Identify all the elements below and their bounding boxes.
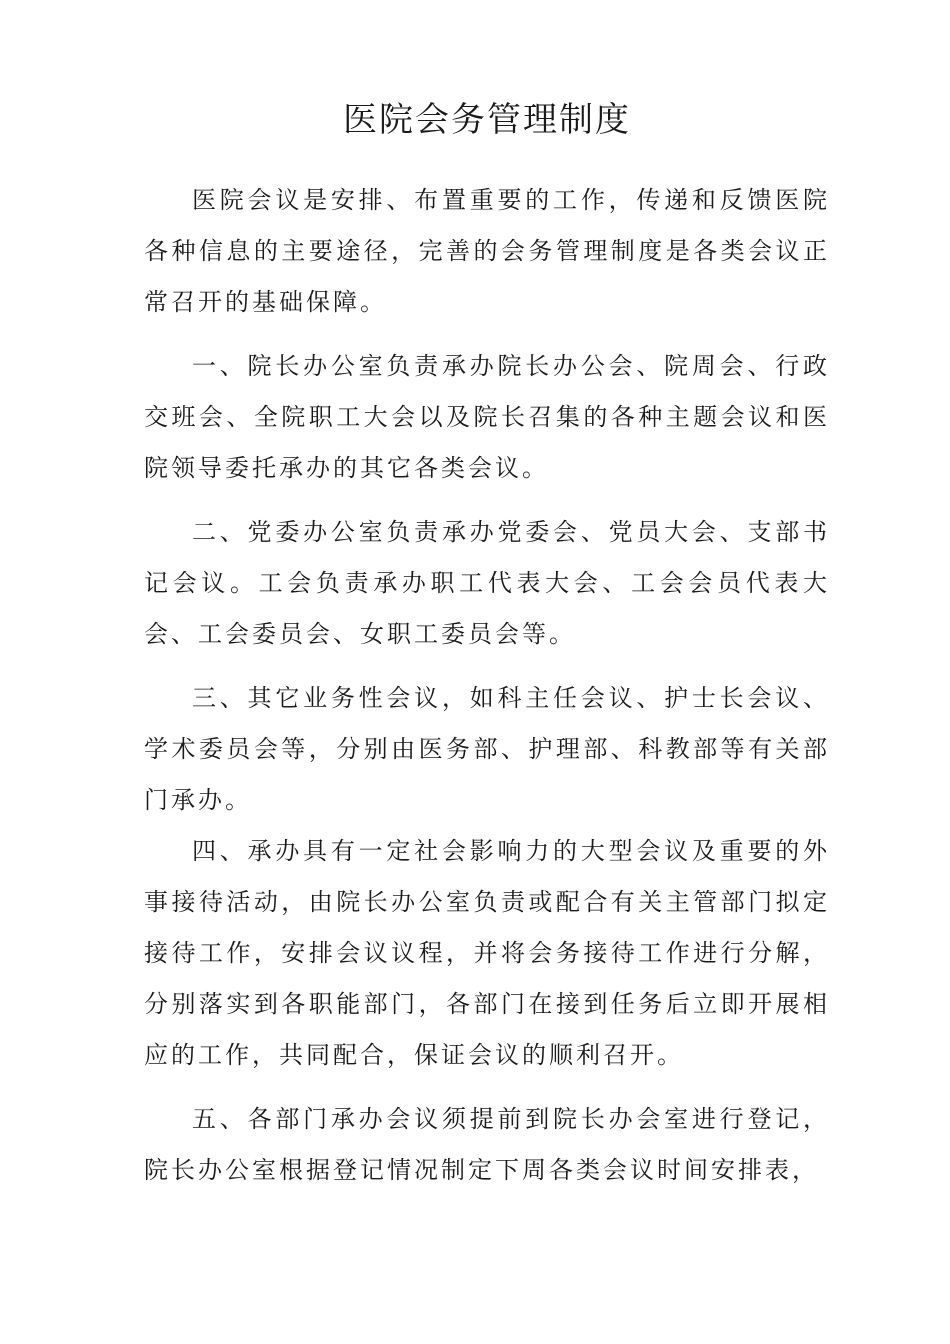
paragraph-item-1: 一、院长办公室负责承办院长办公会、院周会、行政交班会、全院职工大会以及院长召集的各种主题会议和医院领导委托承办的其它各类会议。 xyxy=(144,352,830,482)
paragraph-item-4: 四、承办具有一定社会影响力的大型会议及重要的外事接待活动，由院长办公室负责或配合有关主管部门拟定接待工作，安排会议议程，并将会务接待工作进行分解，分别落实到各职能部门，各部门在接到任务后立即开展相应的工作，共同配合，保证会议的顺利召开。 xyxy=(144,837,830,1069)
paragraph-item-3: 三、其它业务性会议，如科主任会议、护士长会议、学术委员会等，分别由医务部、护理部、科教部等有关部门承办。 xyxy=(144,684,830,814)
document-body xyxy=(144,175,830,1196)
document-title: 医院会务管理制度 xyxy=(343,100,631,140)
paragraph-intro: 医院会议是安排、布置重要的工作，传递和反馈医院各种信息的主要途径，完善的会务管理制度是各类会议正常召开的基础保障。 xyxy=(144,186,830,316)
paragraph-item-2: 二、党委办公室负责承办党委会、党员大会、支部书记会议。工会负责承办职工代表大会、工会会员代表大会、工会委员会、女职工委员会等。 xyxy=(144,518,830,648)
paragraph-item-5: 五、各部门承办会议须提前到院长办会室进行登记，院长办公室根据登记情况制定下周各类会议时间安排表， xyxy=(144,1105,830,1184)
